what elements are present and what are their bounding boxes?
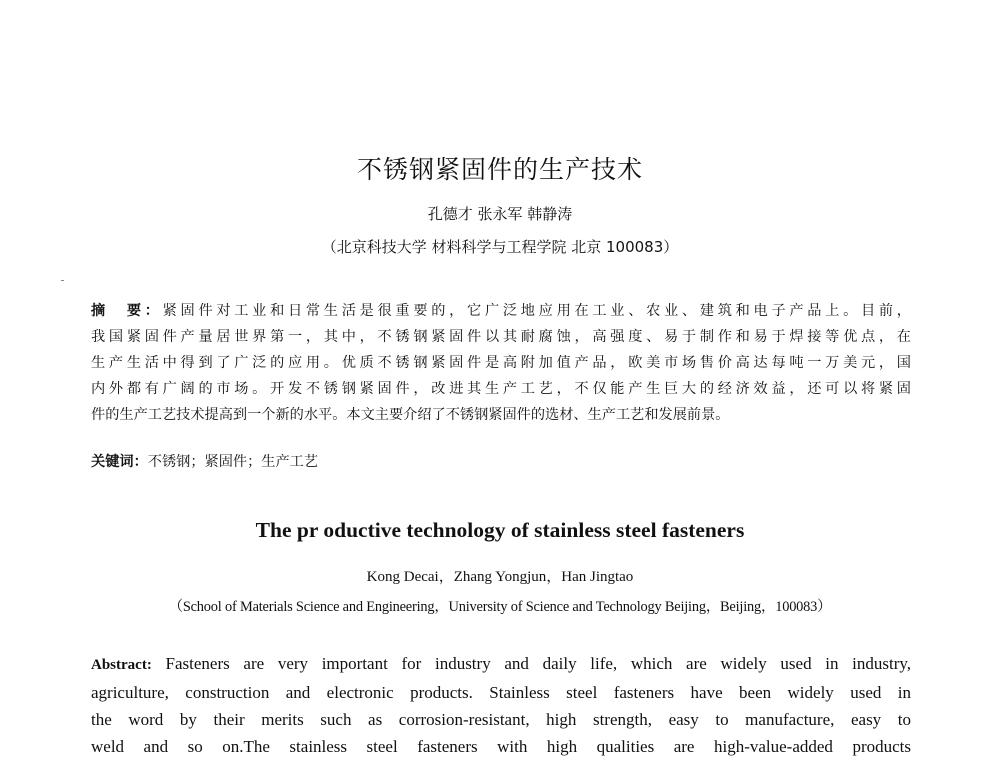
keywords-chinese-label: 关键词：: [91, 454, 148, 470]
abstract-english-line: [91, 650, 911, 679]
abstract-chinese-line: [91, 298, 911, 324]
affiliation-chinese: （北京科技大学 材料科学与工程学院 北京 100083）: [321, 238, 679, 256]
authors-english: Kong Decai，Zhang Yongjun，Han Jingtao: [366, 569, 634, 585]
title-chinese: 不锈钢紧固件的生产技术: [356, 155, 643, 184]
scan-speck: [61, 280, 64, 281]
abstract-english-line: agriculture, construction and electronic products. Stainless steel fasteners have been widely used in: [91, 683, 911, 702]
abstract-chinese-line: 生产生活中得到了广泛的应用。优质不锈钢紧固件是高附加值产品，欧美市场售价高达每吨一万美元，国: [91, 355, 911, 371]
abstract-english: [91, 650, 911, 760]
abstract-chinese-line: 我国紧固件产量居世界第一，其中，不锈钢紧固件以其耐腐蚀，高强度、易于制作和易于焊接等优点，在: [91, 329, 911, 345]
abstract-chinese-text: 紧固件对工业和日常生活是很重要的，它广泛地应用在工业、农业、建筑和电子产品上。目前，: [162, 303, 911, 319]
abstract-english-line: weld and so on.The stainless steel fasteners with high qualities are high-value-added products: [91, 737, 911, 756]
keywords-chinese-text: 不锈钢；紧固件；生产工艺: [147, 454, 319, 470]
abstract-english-line: the word by their merits such as corrosion-resistant, high strength, easy to manufacture, easy to: [91, 710, 911, 729]
abstract-chinese-label: 摘 要：: [91, 303, 163, 319]
affiliation-english: （School of Materials Science and Engineering，University of Science and Technology Beijing，Beijing，100083）: [168, 599, 832, 615]
abstract-chinese-line: 内外都有广阔的市场。开发不锈钢紧固件，改进其生产工艺，不仅能产生巨大的经济效益，还可以将紧固: [91, 381, 911, 397]
keywords-chinese: [91, 451, 911, 471]
title-english: The pr oductive technology of stainless steel fasteners: [255, 518, 745, 542]
abstract-english-label: Abstract:: [91, 657, 152, 673]
authors-chinese: 孔德才 张永军 韩静涛: [427, 205, 573, 223]
abstract-chinese: [91, 298, 911, 428]
abstract-english-text: Fasteners are very important for industry and daily life, which are widely used in industry,: [165, 654, 912, 673]
abstract-chinese-line: 件的生产工艺技术提高到一个新的水平。本文主要介绍了不锈钢紧固件的选材、生产工艺和发展前景。: [91, 407, 730, 423]
